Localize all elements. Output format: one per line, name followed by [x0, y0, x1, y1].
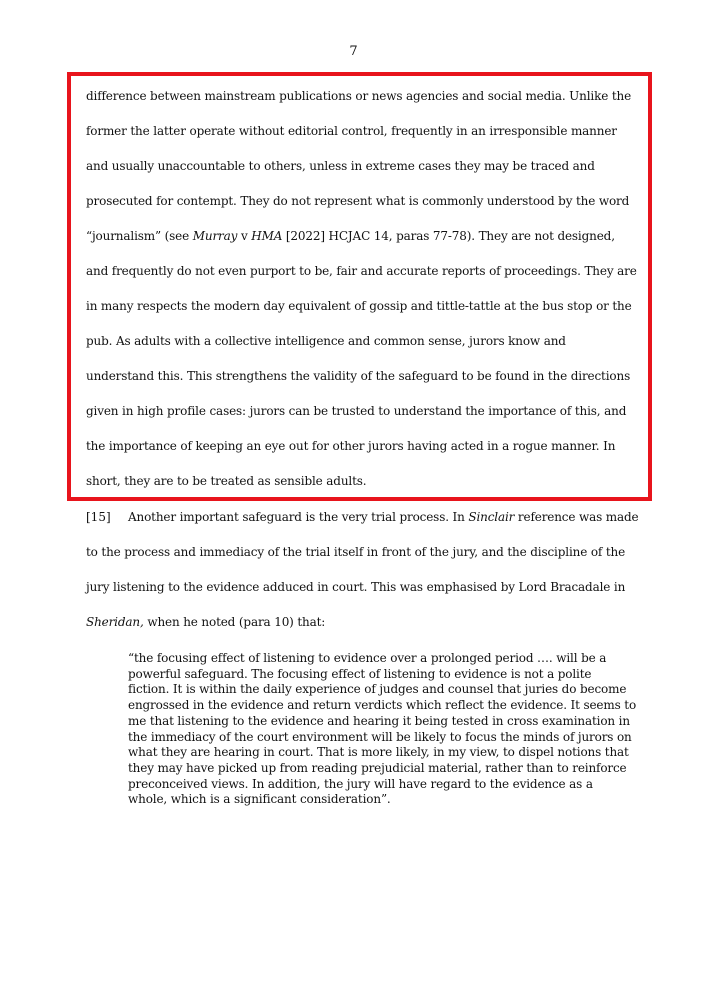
- paragraph-line: [86, 615, 325, 629]
- quote-line: the immediacy of the court environment will be likely to focus the minds of jurors on: [128, 729, 632, 744]
- quote-line: powerful safeguard. The focusing effect of listening to evidence is not a polite: [128, 666, 592, 681]
- quote-line: fiction. It is within the daily experience of judges and counsel that juries do become: [128, 682, 627, 697]
- paragraph-line: in many respects the modern day equivalent of gossip and tittle-tattle at the bus stop or the: [86, 299, 632, 313]
- paragraph-line: short, they are to be treated as sensible adults.: [86, 474, 367, 488]
- paragraph-line: prosecuted for contempt. They do not represent what is commonly understood by the word: [86, 194, 630, 208]
- quote-line: what they are hearing in court. That is more likely, in my view, to dispel notions that: [128, 745, 629, 760]
- paragraph-line: given in high profile cases: jurors can be trusted to understand the importance of this, and: [86, 404, 627, 418]
- quote-line: me that listening to the evidence and hearing it being tested in cross examination in: [128, 713, 630, 728]
- line-text: Another important safeguard is the very trial process. In: [128, 510, 469, 524]
- paragraph-number: [15]: [86, 510, 111, 524]
- paragraph-line: former the latter operate without editorial control, frequently in an irresponsible manner: [86, 124, 617, 138]
- line-text: when he noted (para 10) that:: [143, 615, 326, 629]
- paragraph-line: jury listening to the evidence adduced in court. This was emphasised by Lord Bracadale in: [86, 580, 626, 594]
- line-text: “journalism” (see: [86, 229, 193, 243]
- paragraph-line: pub. As adults with a collective intelligence and common sense, jurors know and: [86, 334, 566, 348]
- line-text: v: [237, 229, 252, 243]
- block-quotation: [128, 651, 637, 808]
- case-name-italic: Murray: [192, 229, 238, 243]
- paragraph-line: [86, 229, 615, 243]
- case-name-italic: Sheridan,: [86, 615, 144, 629]
- quote-line: preconceived views. In addition, the jury will have regard to the evidence as a: [128, 776, 593, 791]
- line-text: [2022] HCJAC 14, paras 77-78). They are not designed,: [282, 229, 615, 243]
- quote-line: they may have picked up from reading prejudicial material, rather than to reinforce: [128, 760, 627, 775]
- page-number: 7: [349, 44, 358, 59]
- paragraph-line: difference between mainstream publications or news agencies and social media. Unlike the: [86, 89, 632, 103]
- case-name-italic: Sinclair: [468, 510, 515, 524]
- paragraph-line: the importance of keeping an eye out for other jurors having acted in a rogue manner. In: [86, 439, 616, 453]
- case-name-italic: HMA: [251, 229, 283, 243]
- paragraph-line: and frequently do not even purport to be, fair and accurate reports of proceedings. They are: [86, 264, 637, 278]
- line-text: reference was made: [514, 510, 639, 524]
- paragraph-line: to the process and immediacy of the trial itself in front of the jury, and the discipline of the: [86, 545, 626, 559]
- quote-line: whole, which is a significant consideration”.: [128, 792, 391, 807]
- paragraph-line: and usually unaccountable to others, unless in extreme cases they may be traced and: [86, 159, 595, 173]
- quote-line: engrossed in the evidence and return verdicts which reflect the evidence. It seems to: [128, 698, 637, 713]
- quote-line: “the focusing effect of listening to evidence over a prolonged period …. will be a: [128, 651, 607, 665]
- paragraph-line: [128, 510, 639, 524]
- paragraph-line: understand this. This strengthens the validity of the safeguard to be found in the directions: [86, 369, 631, 383]
